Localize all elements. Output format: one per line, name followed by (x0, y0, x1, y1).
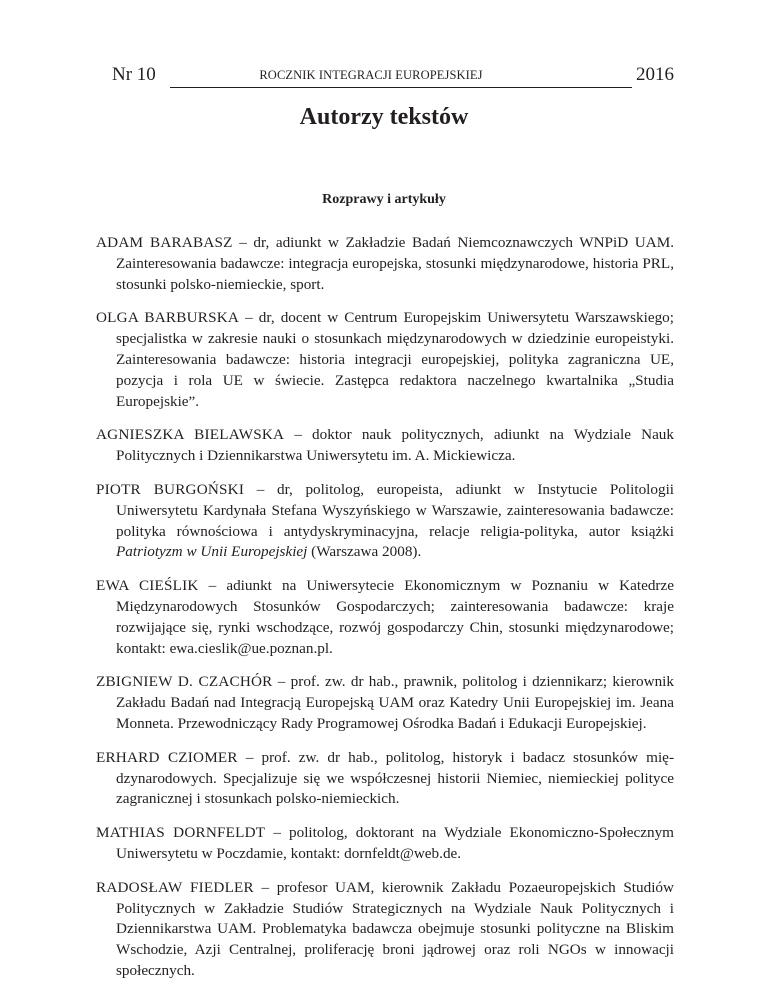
author-name: MATHIAS DORNFELDT (96, 824, 266, 842)
author-entry (96, 748, 674, 810)
author-bio: – dr, docent w Centrum Europejskim Uniwersytetu Warszawskiego; specjalistka w zakresie nauki o stosunkach międzynarodowych w dziedzinie europeistyki. Zainteresowania badawcze: historia integracji europejskiej, polityka zagraniczna UE, pozycja i rola UE w świecie. Zastępca redaktora naczelnego kwartalnika „Studia Europejskie”. (116, 309, 674, 410)
author-entry (96, 233, 674, 295)
journal-name: ROCZNIK INTEGRACJI EUROPEJSKIEJ (259, 68, 483, 82)
author-name: ADAM BARABASZ (96, 234, 233, 251)
author-bio: – dr, politolog, europeista, adiunkt w Instytucie Politologii Uniwersytetu Kardynała Stefana Wyszyńskiego w Warszawie, zainteresowania badawcze: polityka równościowa i antydyskryminacyjna, relacje religia-polityka, autor książki (116, 480, 675, 540)
author-entry (96, 878, 674, 982)
issue-number: Nr 10 (112, 64, 156, 85)
author-bio: – profesor UAM, kierownik Zakładu Pozaeuropejskich Studiów Politycznych w Zakładzie Studiów Strategicznych na Wydziale Nauk Politycznych i Dziennikarstwa UAM. Problematyka badawcza obejmuje stosunki polityczne na Bliskim Wschodzie, Azji Centralnej, proliferację broni jądrowej oraz roli NGOs w innowacji społecznych. (116, 878, 674, 979)
author-entry (96, 480, 674, 563)
author-name: AGNIESZKA BIELAWSKA (96, 426, 285, 444)
running-header (112, 60, 674, 90)
author-name: EWA CIEŚLIK (96, 577, 199, 595)
author-entry (96, 576, 674, 659)
author-bio: – politolog, doktorant na Wydziale Ekonomiczno-Społecznym Uniwersytetu w Poczdamie, kontakt: dornfeldt@web.de. (116, 824, 674, 862)
author-entry (96, 308, 674, 412)
section-heading: Rozprawy i artykuły (322, 192, 446, 207)
page-title: Autorzy tekstów (299, 104, 469, 130)
author-entry (96, 823, 674, 865)
author-bio: – doktor nauk politycznych, adiunkt na Wydziale Nauk Politycznych i Dziennikarstwa Uniwersytetu im. A. Mickiewicza. (116, 426, 674, 465)
header-rule (170, 87, 632, 88)
author-bio-end: (Warszawa 2008). (307, 543, 422, 561)
author-bio: – prof. zw. dr hab., politolog, historyk i badacz stosunków międzynarodowych. Specjalizuje się we współczesnej historii Niemiec, niemieckiej polityce zagranicznej i stosunkach polsko-niemieckich. (116, 748, 674, 808)
year: 2016 (636, 64, 674, 85)
author-entry (96, 672, 674, 734)
author-name: ERHARD CZIOMER (96, 748, 238, 766)
author-name: OLGA BARBURSKA (96, 309, 240, 327)
author-bio: – prof. zw. dr hab., prawnik, politolog i dziennikarz; kierownik Zakładu Badań nad Integracją Europejską UAM oraz Katedry Unii Europejskiej im. Jeana Monneta. Przewodniczący Rady Programowej Ośrodka Badań i Edukacji Europejskiej. (116, 673, 674, 732)
author-entry (96, 425, 674, 467)
author-list (96, 233, 674, 995)
book-title: Patriotyzm w Unii Europejskiej (116, 543, 308, 561)
author-name: PIOTR BURGOŃSKI (96, 480, 245, 498)
author-name: RADOSŁAW FIEDLER (96, 878, 254, 896)
author-bio: – adiunkt na Uniwersytecie Ekonomicznym w Poznaniu w Katedrze Międzynarodowych Stosunków Gospodarczych; zainteresowania badawcze: kraje rozwijające się, rynki wschodzące, rozwój gospodarczy Chin, stosunki międzynarodowe; kontakt: ewa.cieslik@ue.poznan.pl. (116, 577, 674, 657)
author-name: ZBIGNIEW D. CZACHÓR (96, 673, 273, 691)
author-bio: – dr, adiunkt w Zakładzie Badań Niemcoznawczych WNPiD UAM. Zainteresowania badawcze: integracja europejska, stosunki międzynarodowe, historia PRL, stosunki polsko-niemieckie, sport. (116, 234, 674, 293)
